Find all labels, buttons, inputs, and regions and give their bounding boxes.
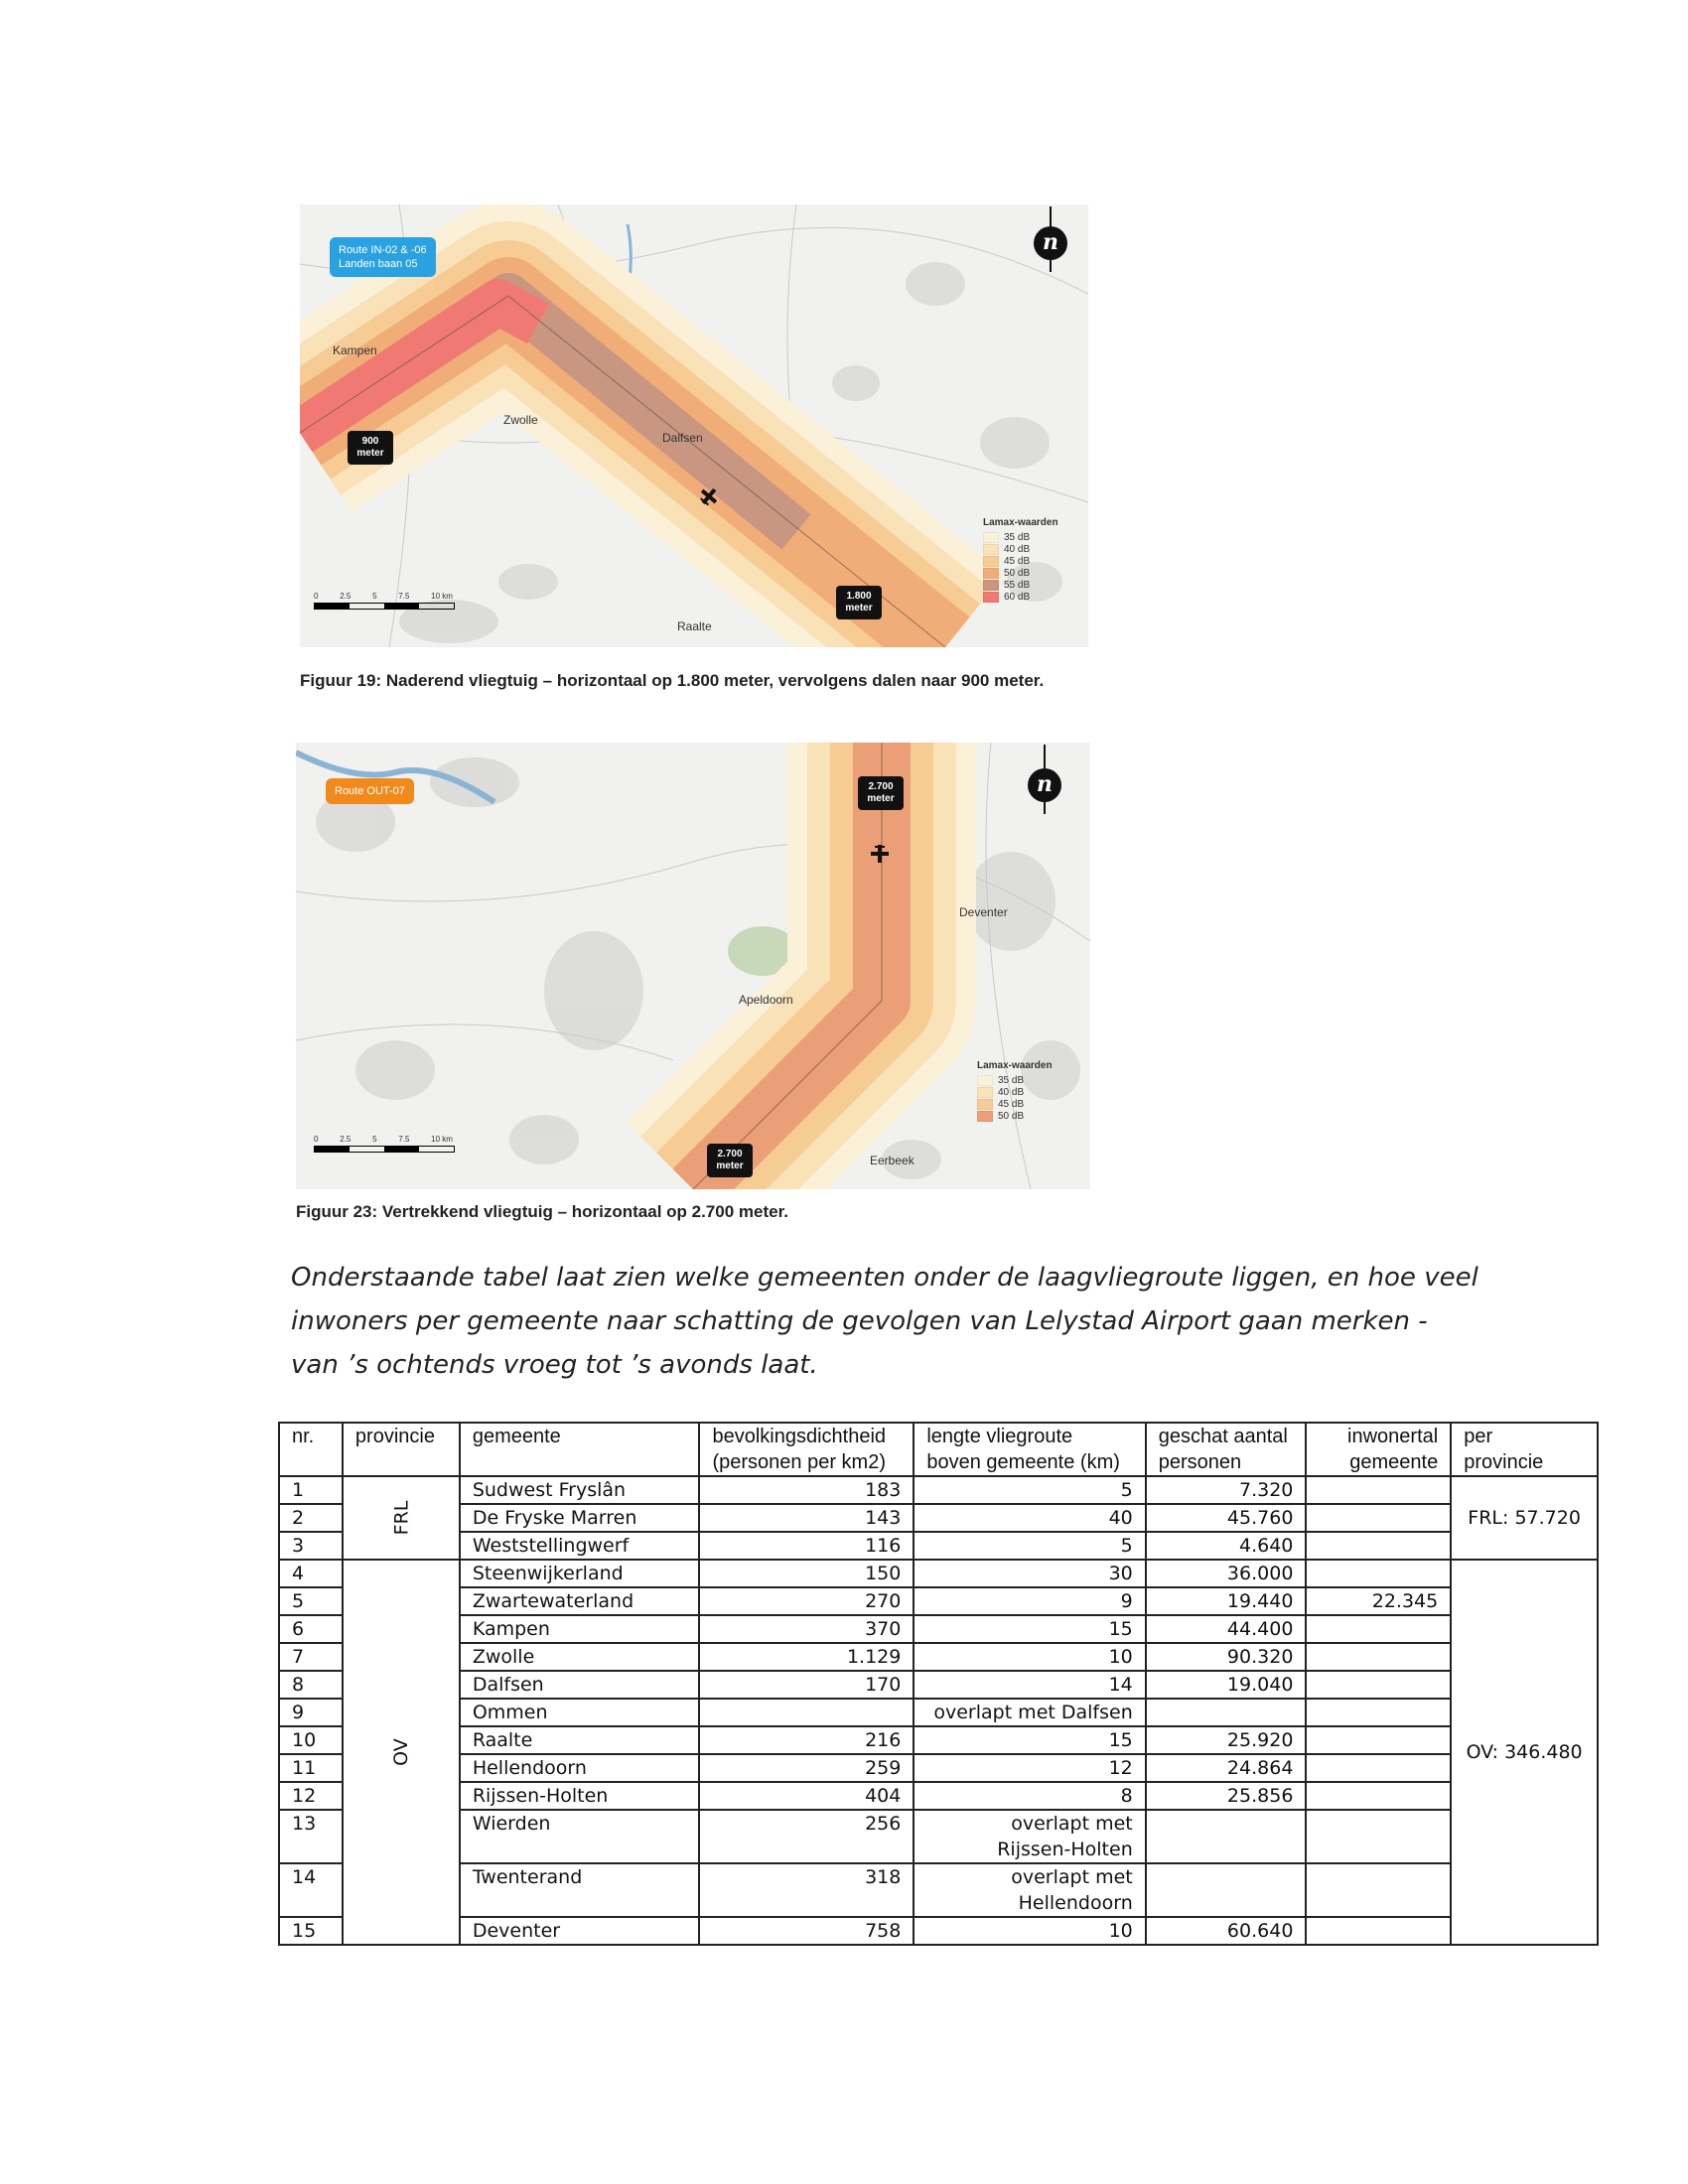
cell-lengte [914, 1560, 1145, 1587]
legend-swatch [983, 556, 999, 567]
legend-label: 40 dB [1004, 543, 1031, 555]
place-deventer: Deventer [959, 905, 1008, 919]
lengte-line: 9 [1120, 1590, 1133, 1612]
header-lengte: lengte vliegroute boven gemeente (km) [914, 1423, 1145, 1476]
legend-item [977, 1086, 1053, 1098]
cell-inwonertal [1306, 1863, 1451, 1917]
cell-nr: 14 [279, 1863, 343, 1917]
province-code: OV [389, 1738, 412, 1766]
legend-title-23: Lamax-waarden [977, 1060, 1053, 1071]
scale-tick: 7.5 [398, 1135, 410, 1144]
legend-label: 60 dB [1004, 591, 1031, 603]
lengte-line: 5 [1120, 1479, 1133, 1501]
cell-lengte [914, 1587, 1145, 1615]
cell-geschat: 44.400 [1146, 1615, 1307, 1643]
cell-inwonertal [1306, 1699, 1451, 1726]
cell-geschat [1146, 1810, 1307, 1863]
scale-tick: 10 km [431, 592, 453, 601]
scale-tick: 7.5 [398, 592, 410, 601]
cell-gemeente: Deventer [460, 1917, 700, 1945]
map-figure-23 [296, 743, 1090, 1189]
cell-dichtheid: 150 [699, 1560, 914, 1587]
table-header-row [279, 1423, 1598, 1476]
table-row [279, 1560, 1598, 1587]
cell-lengte [914, 1532, 1145, 1560]
place-raalte: Raalte [677, 619, 712, 633]
map-figure-19 [300, 205, 1088, 647]
cell-geschat: 25.856 [1146, 1782, 1307, 1810]
legend-item [983, 531, 1058, 543]
table-row [279, 1782, 1598, 1810]
cell-geschat: 24.864 [1146, 1754, 1307, 1782]
legend-label: 35 dB [998, 1074, 1025, 1086]
scale-tick: 2.5 [340, 1135, 352, 1144]
cell-gemeente: Ommen [460, 1699, 700, 1726]
cell-lengte [914, 1643, 1145, 1671]
cell-gemeente: Kampen [460, 1615, 700, 1643]
cell-gemeente: Twenterand [460, 1863, 700, 1917]
cell-per-provincie: OV: 346.480 [1451, 1560, 1598, 1945]
cell-geschat: 19.440 [1146, 1587, 1307, 1615]
lengte-line: Hellendoorn [1018, 1892, 1133, 1914]
lengte-line: 10 [1108, 1920, 1133, 1942]
cell-dichtheid [699, 1699, 914, 1726]
legend-item [983, 567, 1058, 579]
legend-label: 40 dB [998, 1086, 1025, 1098]
cell-inwonertal [1306, 1754, 1451, 1782]
cell-geschat: 90.320 [1146, 1643, 1307, 1671]
legend-swatch [983, 544, 999, 555]
figure-23-caption: Figuur 23: Vertrekkend vliegtuig – horizontaal op 2.700 meter. [296, 1202, 788, 1221]
cell-inwonertal [1306, 1615, 1451, 1643]
legend-item [983, 543, 1058, 555]
cell-geschat [1146, 1863, 1307, 1917]
table-row [279, 1615, 1598, 1643]
table-row [279, 1810, 1598, 1863]
cell-geschat: 4.640 [1146, 1532, 1307, 1560]
table-row [279, 1917, 1598, 1945]
cell-nr: 7 [279, 1643, 343, 1671]
lengte-line: overlapt met [1011, 1813, 1133, 1835]
legend-item [983, 579, 1058, 591]
cell-inwonertal [1306, 1917, 1451, 1945]
cell-provincie [343, 1476, 460, 1560]
scale-tick: 0 [314, 592, 319, 601]
legend-figure-23 [977, 1060, 1053, 1122]
legend-swatch [983, 580, 999, 591]
municipality-table [278, 1422, 1599, 1946]
legend-label: 50 dB [998, 1110, 1025, 1122]
cell-dichtheid: 318 [699, 1863, 914, 1917]
scale-tick: 2.5 [340, 592, 352, 601]
header-geschat: geschat aantal personen [1146, 1423, 1307, 1476]
cell-lengte [914, 1754, 1145, 1782]
table-row [279, 1587, 1598, 1615]
scale-tick: 5 [372, 592, 377, 601]
cell-geschat: 36.000 [1146, 1560, 1307, 1587]
cell-lengte [914, 1671, 1145, 1699]
lengte-line: overlapt met [1011, 1866, 1133, 1888]
intro-paragraph: Onderstaande tabel laat zien welke gemeenten onder de laagvliegroute liggen, en hoe veel inwoners per gemeente naar schatting de gevolgen van Lelystad Airport gaan merken - van ’s ochtends vroeg tot ’s avonds laat. [291, 1263, 1478, 1380]
legend-item [983, 591, 1058, 603]
cell-inwonertal [1306, 1671, 1451, 1699]
legend-swatch [983, 592, 999, 603]
cell-dichtheid: 170 [699, 1671, 914, 1699]
legend-item [977, 1098, 1053, 1110]
legend-label: 55 dB [1004, 579, 1031, 591]
cell-dichtheid: 404 [699, 1782, 914, 1810]
table-row [279, 1754, 1598, 1782]
legend-swatch [977, 1111, 993, 1122]
cell-per-provincie: FRL: 57.720 [1451, 1476, 1598, 1560]
place-dalfsen: Dalfsen [662, 431, 703, 445]
cell-gemeente: Sudwest Fryslân [460, 1476, 700, 1504]
table-row [279, 1699, 1598, 1726]
cell-inwonertal: 22.345 [1306, 1587, 1451, 1615]
scale-bar [314, 592, 455, 610]
cell-inwonertal [1306, 1532, 1451, 1560]
altitude-badge-1800: 1.800 meter [836, 586, 882, 619]
table-row [279, 1504, 1598, 1532]
north-arrow-icon: n [1034, 226, 1067, 260]
cell-dichtheid: 259 [699, 1754, 914, 1782]
cell-gemeente: Steenwijkerland [460, 1560, 700, 1587]
header-per-provincie: per provincie [1451, 1423, 1598, 1476]
header-dichtheid: bevolkingsdichtheid (personen per km2) [699, 1423, 914, 1476]
lengte-line: 10 [1108, 1646, 1133, 1668]
table-row [279, 1671, 1598, 1699]
lengte-line: 8 [1120, 1785, 1133, 1807]
cell-nr: 4 [279, 1560, 343, 1587]
cell-gemeente: Weststellingwerf [460, 1532, 700, 1560]
cell-dichtheid: 216 [699, 1726, 914, 1754]
cell-dichtheid: 270 [699, 1587, 914, 1615]
altitude-badge-2700-bottom: 2.700 meter [707, 1144, 753, 1177]
north-arrow-icon-23: n [1028, 768, 1061, 802]
lengte-line: overlapt met Dalfsen [933, 1702, 1133, 1723]
legend-item [983, 555, 1058, 567]
scale-bar-23 [314, 1135, 455, 1153]
cell-dichtheid: 116 [699, 1532, 914, 1560]
cell-lengte [914, 1699, 1145, 1726]
cell-gemeente: Zwartewaterland [460, 1587, 700, 1615]
cell-geschat: 7.320 [1146, 1476, 1307, 1504]
cell-gemeente: Dalfsen [460, 1671, 700, 1699]
lengte-line: Rijssen-Holten [997, 1839, 1133, 1860]
table-row [279, 1643, 1598, 1671]
legend-swatch [977, 1099, 993, 1110]
lengte-line: 5 [1120, 1535, 1133, 1557]
cell-inwonertal [1306, 1810, 1451, 1863]
lengte-line: 15 [1108, 1729, 1133, 1751]
cell-inwonertal [1306, 1643, 1451, 1671]
cell-lengte [914, 1504, 1145, 1532]
cell-inwonertal [1306, 1476, 1451, 1504]
legend-item [977, 1110, 1053, 1122]
cell-inwonertal [1306, 1782, 1451, 1810]
cell-geschat: 19.040 [1146, 1671, 1307, 1699]
place-apeldoorn: Apeldoorn [739, 993, 793, 1007]
header-nr: nr. [279, 1423, 343, 1476]
cell-nr: 5 [279, 1587, 343, 1615]
figure-19-caption: Figuur 19: Naderend vliegtuig – horizontaal op 1.800 meter, vervolgens dalen naar 900 meter. [300, 671, 1045, 690]
cell-geschat: 25.920 [1146, 1726, 1307, 1754]
province-code: FRL [389, 1500, 412, 1536]
lengte-line: 40 [1108, 1507, 1133, 1529]
header-provincie: provincie [343, 1423, 460, 1476]
cell-lengte [914, 1810, 1145, 1863]
place-kampen: Kampen [333, 343, 377, 357]
cell-inwonertal [1306, 1726, 1451, 1754]
lengte-line: 14 [1108, 1674, 1133, 1696]
route-label-in: Route IN-02 & -06 Landen baan 05 [330, 237, 436, 277]
cell-nr: 10 [279, 1726, 343, 1754]
legend-label: 35 dB [1004, 531, 1031, 543]
cell-nr: 9 [279, 1699, 343, 1726]
cell-gemeente: Wierden [460, 1810, 700, 1863]
legend-label: 50 dB [1004, 567, 1031, 579]
cell-lengte [914, 1726, 1145, 1754]
cell-gemeente: Zwolle [460, 1643, 700, 1671]
legend-swatch [977, 1087, 993, 1098]
altitude-badge-900: 900 meter [348, 431, 393, 465]
cell-nr: 1 [279, 1476, 343, 1504]
cell-dichtheid: 143 [699, 1504, 914, 1532]
legend-label: 45 dB [998, 1098, 1025, 1110]
cell-geschat: 45.760 [1146, 1504, 1307, 1532]
cell-dichtheid: 370 [699, 1615, 914, 1643]
cell-geschat [1146, 1699, 1307, 1726]
altitude-badge-2700-top: 2.700 meter [858, 776, 904, 810]
cell-nr: 6 [279, 1615, 343, 1643]
place-eerbeek: Eerbeek [870, 1154, 914, 1167]
cell-lengte [914, 1782, 1145, 1810]
route-label-out: Route OUT-07 [326, 778, 414, 804]
legend-figure-19 [983, 517, 1058, 603]
legend-swatch [983, 532, 999, 543]
cell-nr: 13 [279, 1810, 343, 1863]
cell-nr: 15 [279, 1917, 343, 1945]
legend-label: 45 dB [1004, 555, 1031, 567]
cell-nr: 12 [279, 1782, 343, 1810]
cell-dichtheid: 183 [699, 1476, 914, 1504]
cell-inwonertal [1306, 1560, 1451, 1587]
cell-gemeente: De Fryske Marren [460, 1504, 700, 1532]
scale-tick: 5 [372, 1135, 377, 1144]
table-row [279, 1532, 1598, 1560]
cell-nr: 2 [279, 1504, 343, 1532]
cell-gemeente: Rijssen-Holten [460, 1782, 700, 1810]
legend-item [977, 1074, 1053, 1086]
lengte-line: 30 [1108, 1563, 1133, 1584]
cell-inwonertal [1306, 1504, 1451, 1532]
cell-dichtheid: 1.129 [699, 1643, 914, 1671]
noise-contour-map-23 [296, 743, 1090, 1189]
cell-gemeente: Hellendoorn [460, 1754, 700, 1782]
lengte-line: 12 [1108, 1757, 1133, 1779]
cell-gemeente: Raalte [460, 1726, 700, 1754]
cell-dichtheid: 758 [699, 1917, 914, 1945]
scale-tick: 0 [314, 1135, 319, 1144]
header-inwonertal: inwonertal gemeente [1306, 1423, 1451, 1476]
cell-nr: 11 [279, 1754, 343, 1782]
cell-provincie [343, 1560, 460, 1945]
cell-lengte [914, 1917, 1145, 1945]
table-row [279, 1726, 1598, 1754]
cell-nr: 3 [279, 1532, 343, 1560]
cell-lengte [914, 1863, 1145, 1917]
cell-lengte [914, 1476, 1145, 1504]
legend-swatch [977, 1075, 993, 1086]
legend-title: Lamax-waarden [983, 517, 1058, 528]
table-row [279, 1476, 1598, 1504]
legend-swatch [983, 568, 999, 579]
lengte-line: 15 [1108, 1618, 1133, 1640]
table-row [279, 1863, 1598, 1917]
cell-nr: 8 [279, 1671, 343, 1699]
cell-geschat: 60.640 [1146, 1917, 1307, 1945]
cell-dichtheid: 256 [699, 1810, 914, 1863]
cell-lengte [914, 1615, 1145, 1643]
header-gemeente: gemeente [460, 1423, 700, 1476]
place-zwolle: Zwolle [503, 413, 538, 427]
scale-tick: 10 km [431, 1135, 453, 1144]
